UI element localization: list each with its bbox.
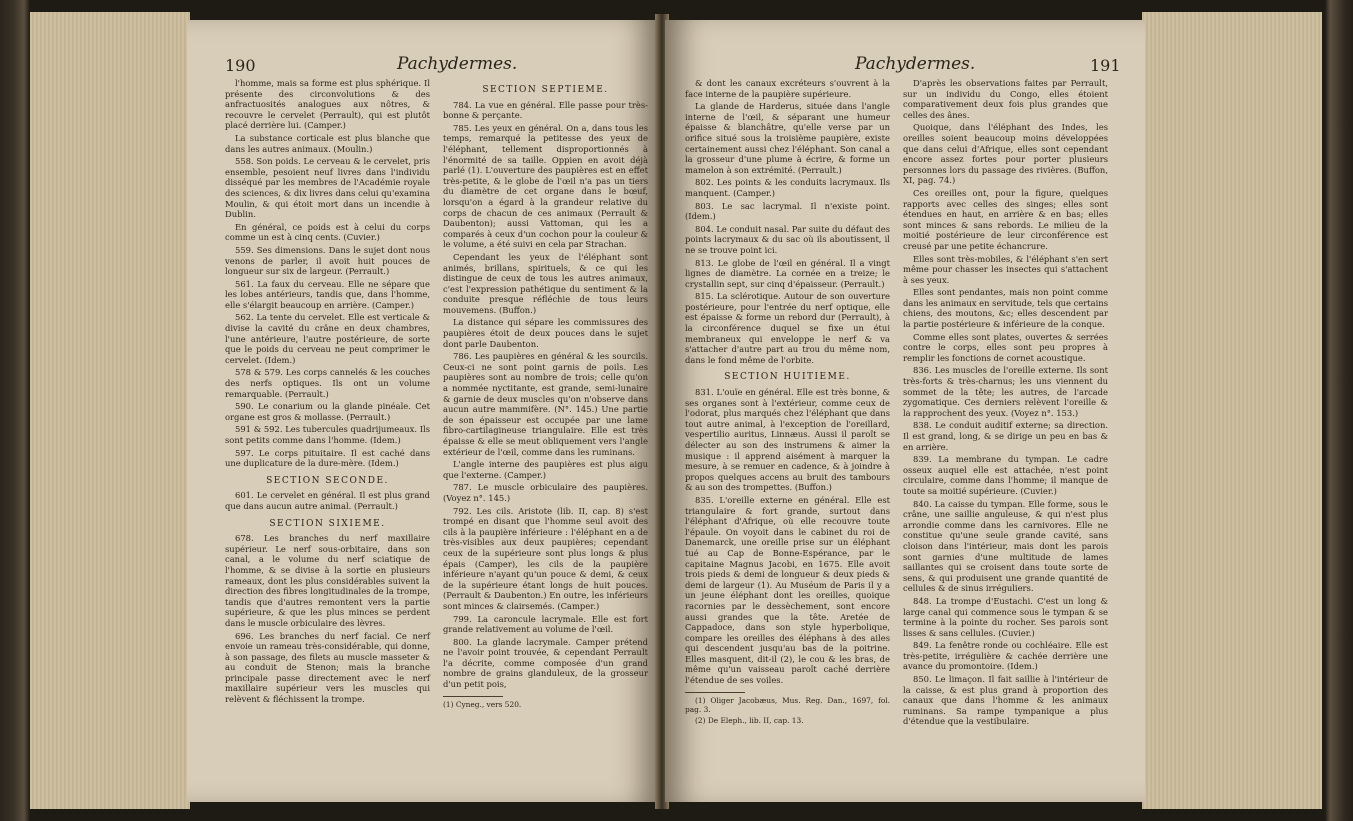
paragraph: 803. Le sac lacrymal. Il n'existe point. (Idem.) (685, 200, 890, 222)
paragraph: 562. La tente du cervelet. Elle est verticale & divise la cavité du crâne en deux chambres, l'une antérieure, l'autre postérieure, de sorte que le poids du cerveau ne peut comprimer le cervelet. (Idem.) (225, 312, 430, 365)
footnote-rule (443, 696, 503, 697)
paragraph: 836. Les muscles de l'oreille externe. Ils sont très-forts & très-charnus; les uns viennent du sommet de la tête; les autres, de l'arcade zygomatique. Ces derniers relèvent l'oreille & la rapprochent des yeux. (Voyez n°. 153.) (903, 365, 1108, 418)
paragraph: 840. La caisse du tympan. Elle forme, sous le crâne, une saillie anguleuse, & qui n'est plus arrondie comme dans les carnivores. Elle ne constitue qu'une seule grande cavité, sans cloison dans l'intérieur, mais dont les parois sont garnies d'une multitude de lames saillantes qui se croisent dans toute sorte de sens, & qui produisent une grande quantité de cellules & de sinus irréguliers. (903, 498, 1108, 594)
paragraph: 787. Le muscle orbiculaire des paupières. (Voyez n°. 145.) (443, 482, 648, 503)
paragraph: La distance qui sépare les commissures des paupières étoit de deux pouces dans le sujet dont parle Daubenton. (443, 317, 648, 349)
left-page-edges (30, 12, 190, 809)
paragraph: Cependant les yeux de l'éléphant sont animés, brillans, spirituels, & ce qui les distingue de ceux de tous les autres animaux, c'est l'expression pathétique du sentiment & la conduite presque réfléchie de tous leurs mouvemens. (Buffon.) (443, 251, 648, 315)
footnote: (1) Oliger Jacobæus, Mus. Reg. Dan., 1697, fol. pag. 3. (685, 695, 890, 714)
paragraph: La substance corticale est plus blanche que dans les autres animaux. (Moulin.) (225, 132, 430, 154)
right-column-1 (685, 78, 890, 727)
right-page-edges (1142, 12, 1322, 809)
paragraph: D'après les observations faites par Perrault, sur un individu du Congo, elles étoient comparativement deux fois plus grandes que celles des ânes. (903, 78, 1108, 120)
paragraph: 785. Les yeux en général. On a, dans tous les temps, remarqué la petitesse des yeux de l'éléphant, tellement disproportionnés à l'énormité de sa taille. Oppien en avoit déjà parlé (1). L'ouverture des paupières est en effet très-petite, & le globe de l'œil n'a pas un tiers du diamètre de cet organe dans le bœuf, lorsqu'on a égard à la grandeur relative du corps de chacun de ces animaux (Perrault & Daubenton); aussi Vattoman, qui les a comparés à ceux d'un cochon pour la couleur & le volume, a été suivi en cela par Strachan. (443, 122, 648, 250)
paragraph: Elles sont très-mobiles, & l'éléphant s'en sert même pour chasser les insectes qui s'attachent à ses yeux. (903, 253, 1108, 285)
paragraph: La glande de Harderus, située dans l'angle interne de l'œil, & séparant une humeur épaisse & blanchâtre, qu'elle verse par un orifice situé sous la troisième paupière, existe certainement aussi chez l'éléphant. Son canal a la grosseur d'une plume à écrire, & forme un mamelon à son extrémité. (Perrault.) (685, 101, 890, 175)
page-number: 190 (225, 56, 256, 75)
section-heading: SECTION SEPTIEME. (482, 85, 609, 95)
footnote: (2) De Eleph., lib. II, cap. 13. (695, 715, 804, 725)
running-head: Pachydermes. (397, 54, 518, 74)
paragraph: 849. La fenêtre ronde ou cochléaire. Elle est très-petite, irrégulière & cachée derrière une avance du promontoire. (Idem.) (903, 640, 1108, 672)
paragraph: 800. La glande lacrymale. Camper prétend ne l'avoir point trouvée, & cependant Perrault l'a décrite, comme composée d'un grand nombre de grains glanduleux, de la grosseur d'un petit pois, (443, 636, 648, 690)
paragraph: 813. Le globe de l'œil en général. Il a vingt lignes de diamètre. La cornée en a treize; le crystallin sept, sur cinq d'épaisseur. (Perrault.) (685, 257, 890, 289)
section-heading: SECTION SIXIEME. (269, 518, 386, 529)
paragraph: & dont les canaux excréteurs s'ouvrent à la face interne de la paupière supérieure. (685, 78, 890, 99)
footnote-rule (685, 692, 745, 693)
paragraph: 839. La membrane du tympan. Le cadre osseux auquel elle est attachée, n'est point circulaire, comme dans l'homme; il manque de toute sa moitié supérieure. (Cuvier.) (903, 454, 1108, 496)
paragraph: 678. Les branches du nerf maxillaire supérieur. Le nerf sous-orbitaire, dans son canal, a le volume du nerf sciatique de l'homme, & se divise à la sortie en plusieurs rameaux, dont les plus considérables suivent la direction des fibres longitudinales de la trompe, tandis que d'autres remontent vers la partie supérieure, & que les plus minces se perdent dans le muscle orbiculaire des lèvres. (225, 533, 430, 628)
paragraph: 848. La trompe d'Eustachi. C'est un long & large canal qui commence sous le tympan & se termine à la pointe du rocher. Ses parois sont lisses & sans cellules. (Cuvier.) (903, 595, 1108, 638)
section-heading: SECTION SECONDE. (266, 475, 389, 486)
paragraph: En général, ce poids est à celui du corps comme un est à cinq cents. (Cuvier.) (225, 221, 430, 243)
paragraph: 597. Le corps pituitaire. Il est caché dans une duplicature de la dure-mère. (Idem.) (225, 447, 430, 469)
page-number: 191 (1090, 56, 1121, 75)
paragraph: Ces oreilles ont, pour la figure, quelques rapports avec celles des singes; elles sont étendues en haut, en arrière & en bas; elles sont minces & sans rebords. Le milieu de la moitié postérieure de leur circonférence est creusé par une petite échancrure. (903, 187, 1108, 251)
paragraph: 561. La faux du cerveau. Elle ne sépare que les lobes antérieurs, tandis que, dans l'homme, elle s'élargit beaucoup en arrière. (Camper.) (225, 278, 430, 310)
paragraph: 590. Le conarium ou la glande pinéale. Cet organe est gros & mollasse. (Perrault.) (225, 401, 430, 422)
paragraph: 558. Son poids. Le cerveau & le cervelet, pris ensemble, pesoient neuf livres dans l'individu disséqué par les membres de l'Académie royale des sciences, & dix livres dans celui qu'examina Moulin, & qui étoit mort dans un incendie à Dublin. (225, 156, 430, 220)
paragraph: 792. Les cils. Aristote (lib. II, cap. 8) s'est trompé en disant que l'homme seul avoit des cils à la paupière inférieure : l'éléphant en a de très-visibles aux deux paupières; cependant ceux de la supérieure sont plus longs & plus épais (Camper), les cils de la paupière inférieure n'ayant qu'un pouce & demi, & ceux de la supérieure étant longs de huit pouces. (Perrault & Daubenton.) En outre, les inférieurs sont minces & clairsemés. (Camper.) (443, 505, 648, 611)
paragraph: 696. Les branches du nerf facial. Ce nerf envoie un rameau très-considérable, qui donne, à son passage, des filets au muscle masseter & au conduit de Stenon; mais la branche principale passe directement avec le nerf maxillaire supérieur vers les muscles qui relèvent & fléchissent la trompe. (225, 630, 430, 705)
paragraph: Elles sont pendantes, mais non point comme dans les animaux en servitude, tels que certains chiens, des moutons, &c; elles descendent par la partie postérieure & inférieure de la conque. (903, 287, 1108, 330)
paragraph: 591 & 592. Les tubercules quadrijumeaux. Ils sont petits comme dans l'homme. (Idem.) (225, 424, 430, 445)
paragraph: 802. Les points & les conduits lacrymaux. Ils manquent. (Camper.) (685, 177, 890, 198)
paragraph: l'homme, mais sa forme est plus sphérique. Il présente des circonvolutions & des anfractuosités analogues aux nôtres, & recouvre le cervelet (Perrault), qui est plutôt placé derrière lui. (Camper.) (225, 78, 430, 131)
paragraph: 835. L'oreille externe en général. Elle est triangulaire & fort grande, surtout dans l'éléphant d'Afrique, où elle recouvre toute l'épaule. On voyoit dans le cabinet du roi de Danemarck, une oreille prise sur un éléphant tué au Cap de Bonne-Espérance, par le capitaine Magnus Jacobi, en 1675. Elle avoit trois pieds & demi de longueur & deux pieds & demi de largeur (1). Au Muséum de Paris il y a un jeune éléphant dont les oreilles, quoique racornies par le dessèchement, sont encore aussi grandes que la tête. Aretée de Cappadoce, dans son style hyperbolique, compare les oreilles des éléphans à des ailes qui descendent jusqu'au bas de la poitrine. Elles masquent, dit-il (2), le cou & les bras, de même qu'un vaisseau paroît caché derrière l'étendue de ses voiles. (685, 494, 890, 686)
paragraph: 601. Le cervelet en général. Il est plus grand que dans aucun autre animal. (Perrault.) (225, 490, 430, 511)
left-column-2 (443, 78, 648, 709)
left-column-1 (225, 78, 430, 707)
paragraph: 804. Le conduit nasal. Par suite du défaut des points lacrymaux & du sac où ils aboutissent, il ne se trouve point ici. (685, 223, 890, 255)
paragraph: L'angle interne des paupières est plus aigu que l'externe. (Camper.) (443, 459, 648, 480)
paragraph: 815. La sclérotique. Autour de son ouverture postérieure, pour l'entrée du nerf optique, elle est épaisse & forme un rebord dur (Perrault), à la circonférence duquel se fixe un étui membraneux qui enveloppe le nerf & va s'attacher d'autre part au trou du même nom, dans le fond même de l'orbite. (685, 291, 890, 365)
running-head: Pachydermes. (855, 54, 976, 74)
paragraph: Comme elles sont plates, ouvertes & serrées contre le corps, elles sont peu propres à remplir les fonctions de cornet acoustique. (903, 331, 1108, 363)
paragraph: 784. La vue en général. Elle passe pour très-bonne & perçante. (443, 99, 648, 121)
right-column-2 (903, 78, 1108, 729)
paragraph: 838. Le conduit auditif externe; sa direction. Il est grand, long, & se dirige un peu en bas & en arrière. (903, 420, 1108, 452)
section-heading: SECTION HUITIEME. (724, 372, 851, 383)
paragraph: 786. Les paupières en général & les sourcils. Ceux-ci ne sont point garnis de poils. Les paupières sont au nombre de trois; celle qu'on a nommée nyctitante, est grande, semi-lunaire & garnie de deux muscles qu'on n'observe dans aucun autre mammifère. (N°. 145.) Une partie de son épaisseur est occupée par une lame fibro-cartilagineuse triangulaire. Elle est très épaisse & elle se meut obliquement vers l'angle extérieur de l'œil, comme dans les ruminans. (443, 351, 648, 457)
left-page (187, 20, 659, 802)
paragraph: 831. L'ouïe en général. Elle est très bonne, & ses organes sont à l'extérieur, comme ceux de l'odorat, plus marqués chez l'éléphant que dans tout autre animal, à l'exception de l'oreillard, vespertilio auritus, Linnæus. Aussi il paroît se délecter au son des instrumens & aimer la musique : il apprend aisément à marquer la mesure, à se remuer en cadence, & à joindre à propos quelques accens au bruit des tambours & au son des trompettes. (Buffon.) (685, 387, 890, 493)
right-page (665, 20, 1145, 802)
paragraph: 850. Le limaçon. Il fait saillie à l'intérieur de la caisse, & est plus grand à proportion des canaux que dans l'homme & les animaux ruminans. Sa rampe tympanique a plus d'étendue que la vestibulaire. (903, 674, 1108, 727)
paragraph: 578 & 579. Les corps cannelés & les couches des nerfs optiques. Ils ont un volume remarquable. (Perrault.) (225, 367, 430, 399)
paragraph: 799. La caroncule lacrymale. Elle est fort grande relativement au volume de l'œil. (443, 613, 648, 635)
footnote: (1) Cyneg., vers 520. (443, 699, 522, 709)
paragraph: 559. Ses dimensions. Dans le sujet dont nous venons de parler, il avoit huit pouces de longueur sur six de largeur. (Perrault.) (225, 244, 430, 277)
paragraph: Quoique, dans l'éléphant des Indes, les oreilles soient beaucoup moins développées que dans celui d'Afrique, elles sont cependant encore assez fortes pour porter plusieurs personnes lors du passage des rivières. (Buffon, XI, pag. 74.) (903, 122, 1108, 186)
